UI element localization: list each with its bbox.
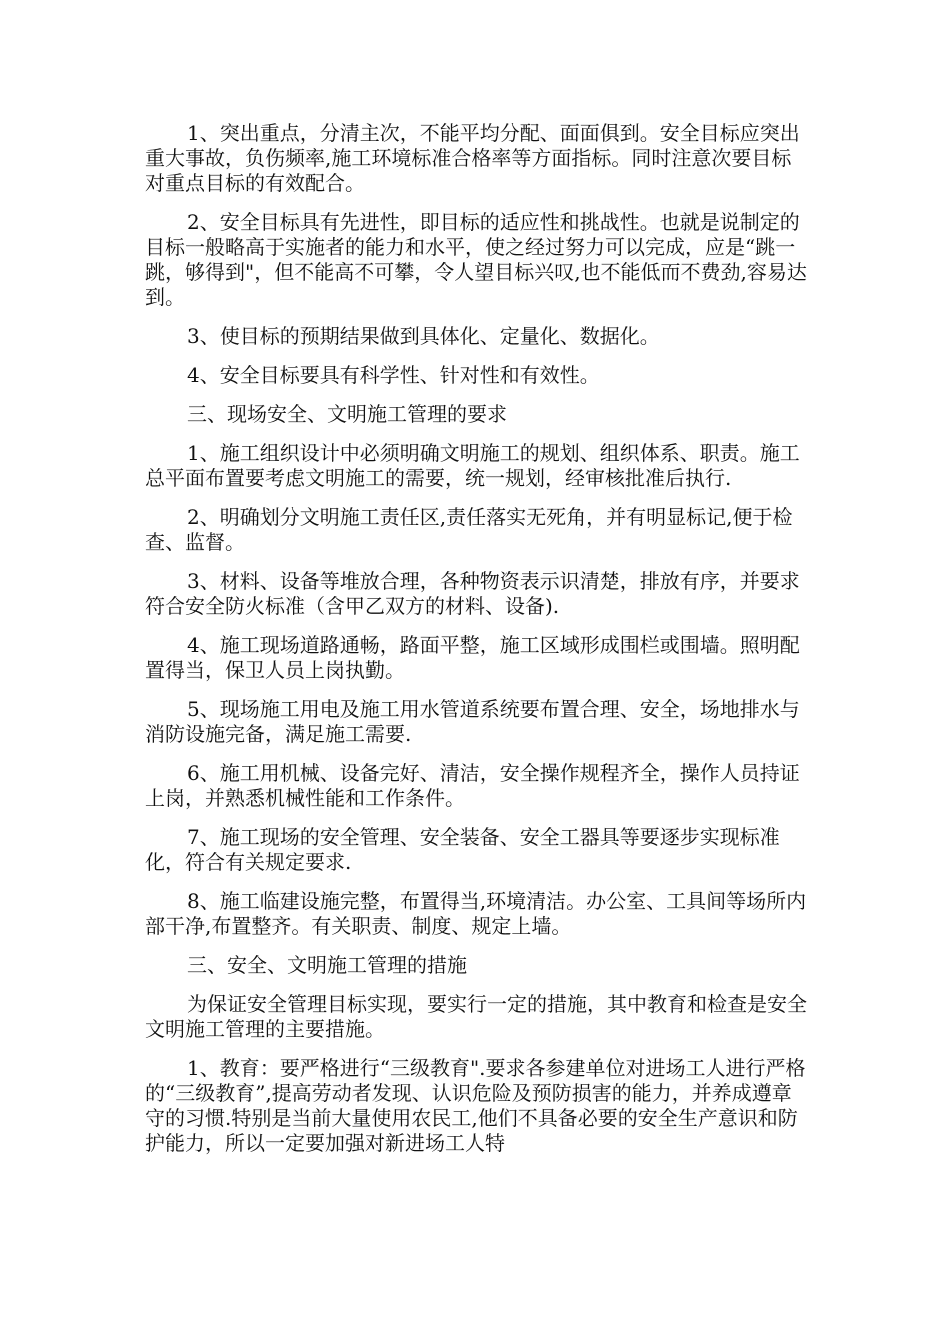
paragraph-goal-scientific: 4、安全目标要具有科学性、针对性和有效性。 — [187, 363, 600, 387]
paragraph-req-6: 6、施工用机械、设备完好、清洁，安全操作规程齐全，操作人员持证上岗，并熟悉机械性能和工作条件。 — [145, 761, 800, 810]
section-heading-measures: 三、安全、文明施工管理的措施 — [187, 953, 467, 977]
section-heading-requirements: 三、现场安全、文明施工管理的要求 — [187, 402, 507, 426]
paragraph-goal-advanced: 2、安全目标具有先进性，即目标的适应性和挑战性。也就是说制定的目标一般略高于实施者的能力和水平，使之经过努力可以完成，应是“跳一跳，够得到"，但不能高不可攀，令人望目标兴叹,也不能低而不费劲,容易达到。 — [145, 210, 807, 309]
paragraph-req-4: 4、施工现场道路通畅，路面平整，施工区域形成围栏或围墙。照明配置得当，保卫人员上岗执勤。 — [145, 633, 800, 682]
paragraph-req-5: 5、现场施工用电及施工用水管道系统要布置合理、安全，场地排水与消防设施完备，满足施工需要. — [145, 697, 800, 746]
document-body — [145, 121, 810, 1170]
paragraph-req-7: 7、施工现场的安全管理、安全装备、安全工器具等要逐步实现标准化，符合有关规定要求. — [145, 825, 780, 874]
paragraph-req-8: 8、施工临建设施完整，布置得当,环境清洁。办公室、工具间等场所内部干净,布置整齐。有关职责、制度、规定上墙。 — [145, 889, 807, 938]
paragraph-goal-concrete: 3、使目标的预期结果做到具体化、定量化、数据化。 — [187, 324, 660, 348]
paragraph-req-2: 2、明确划分文明施工责任区,责任落实无死角，并有明显标记,便于检查、监督。 — [145, 505, 793, 554]
paragraph-req-1: 1、施工组织设计中必须明确文明施工的规划、组织体系、职责。施工总平面布置要考虑文明施工的需要，统一规划，经审核批准后执行. — [145, 441, 800, 490]
paragraph-measures-intro: 为保证安全管理目标实现，要实行一定的措施，其中教育和检查是安全文明施工管理的主要措施。 — [145, 992, 807, 1041]
paragraph-measures-education: 1、教育：要严格进行“三级教育".要求各参建单位对进场工人进行严格的“三级教育”,提高劳动者发现、认识危险及预防损害的能力，并养成遵章守的习惯.特别是当前大量使用农民工,他们不具备必要的安全生产意识和防护能力，所以一定要加强对新进场工人特 — [145, 1056, 806, 1155]
paragraph-goal-focus: 1、突出重点，分清主次，不能平均分配、面面俱到。安全目标应突出重大事故，负伤频率,施工环境标准合格率等方面指标。同时注意次要目标对重点目标的有效配合。 — [145, 121, 800, 195]
paragraph-req-3: 3、材料、设备等堆放合理，各种物资表示识清楚，排放有序，并要求符合安全防火标准（含甲乙双方的材料、设备). — [145, 569, 800, 618]
